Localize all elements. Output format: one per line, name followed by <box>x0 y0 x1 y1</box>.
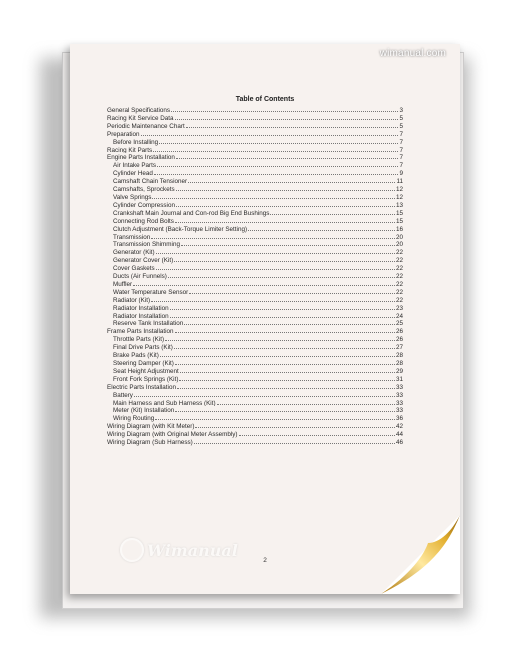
toc-entry <box>107 375 403 383</box>
toc-entry-page: 24 <box>395 312 403 320</box>
toc-leader-dots <box>180 367 395 373</box>
toc-entry <box>107 193 403 201</box>
toc-entry-label: Clutch Adjustment (Back-Torque Limiter Setting) <box>113 225 248 233</box>
toc-entry-page: 13 <box>395 201 403 209</box>
toc-entry-label: Camshaft Chain Tensioner <box>113 178 188 186</box>
toc-entry <box>107 264 403 272</box>
toc-entry-page: 33 <box>395 407 403 415</box>
toc-entry-page: 26 <box>395 336 403 344</box>
toc-leader-dots <box>195 422 395 428</box>
toc-entry <box>107 256 403 264</box>
toc-leader-dots <box>156 248 395 254</box>
toc-entry-label: Wiring Diagram (with Kit Meter) <box>107 423 195 431</box>
toc-entry-label: General Specifications <box>107 107 171 114</box>
toc-entry <box>107 233 403 241</box>
toc-entry-page: 20 <box>395 241 403 249</box>
toc-entry-label: Transmission <box>113 233 151 241</box>
table-of-contents <box>107 106 403 446</box>
toc-leader-dots <box>239 430 395 436</box>
toc-leader-dots <box>154 169 399 175</box>
toc-entry <box>107 438 403 446</box>
toc-entry-page: 36 <box>395 415 403 423</box>
toc-entry-page: 33 <box>395 399 403 407</box>
toc-leader-dots <box>160 351 395 357</box>
page-curl-icon <box>380 515 460 595</box>
toc-leader-dots <box>181 240 395 246</box>
toc-entry-label: Electric Parts Installation <box>107 383 176 391</box>
toc-entry <box>107 153 403 161</box>
toc-entry <box>107 414 403 422</box>
toc-entry-label: Meter (Kit) Installation <box>113 407 175 415</box>
toc-leader-dots <box>177 383 395 389</box>
toc-leader-dots <box>248 225 395 231</box>
toc-entry <box>107 130 403 138</box>
toc-entry-label: Wiring Diagram (Sub Harness) <box>107 439 193 446</box>
toc-entry-label: Crankshaft Main Journal and Con-rod Big End Bushings <box>113 209 270 217</box>
toc-entry <box>107 122 403 130</box>
toc-entry-label: Racing Kit Service Data <box>107 114 174 122</box>
toc-entry-page: 42 <box>395 423 403 431</box>
toc-entry-label: Wiring Routing <box>113 415 155 423</box>
toc-entry-page: 29 <box>395 367 403 375</box>
toc-entry-page: 27 <box>395 344 403 352</box>
toc-entry-label: Air Intake Parts <box>113 162 157 170</box>
toc-entry <box>107 169 403 177</box>
watermark-text: wimanual.com <box>379 48 446 59</box>
toc-entry <box>107 351 403 359</box>
toc-entry <box>107 406 403 414</box>
toc-entry <box>107 209 403 217</box>
toc-entry <box>107 161 403 169</box>
toc-entry-label: Racing Kit Parts <box>107 146 153 154</box>
toc-entry-page: 7 <box>399 146 403 154</box>
toc-leader-dots <box>186 122 399 128</box>
toc-entry-label: Engine Parts Installation <box>107 154 175 162</box>
toc-leader-dots <box>156 264 395 270</box>
toc-entry-label: Periodic Maintenance Chart <box>107 122 185 130</box>
toc-entry <box>107 201 403 209</box>
toc-leader-dots <box>141 130 399 136</box>
toc-entry-page: 33 <box>395 391 403 399</box>
toc-entry-label: Final Drive Parts (Kit) <box>113 344 173 352</box>
toc-entry-label: Cylinder Head <box>113 170 153 178</box>
toc-entry-page: 26 <box>395 328 403 336</box>
toc-entry <box>107 391 403 399</box>
toc-entry <box>107 399 403 407</box>
toc-leader-dots <box>175 217 395 223</box>
toc-leader-dots <box>175 327 395 333</box>
toc-entry-page: 22 <box>395 273 403 280</box>
toc-leader-dots <box>175 114 399 120</box>
toc-entry-page: 28 <box>395 352 403 359</box>
toc-entry-page: 12 <box>395 193 403 201</box>
toc-entry-page: 22 <box>395 249 403 257</box>
toc-leader-dots <box>188 177 395 183</box>
toc-entry <box>107 248 403 256</box>
toc-entry-label: Valve Springs <box>113 193 152 201</box>
toc-leader-dots <box>159 138 398 144</box>
toc-entry-page: 22 <box>395 288 403 296</box>
toc-entry-page: 25 <box>395 320 403 328</box>
toc-entry <box>107 430 403 438</box>
toc-leader-dots <box>157 161 398 167</box>
toc-entry-label: Frame Parts Installation <box>107 328 174 336</box>
toc-entry <box>107 335 403 343</box>
toc-leader-dots <box>189 288 395 294</box>
toc-entry-label: Generator Cover (Kit) <box>113 257 174 265</box>
toc-entry <box>107 185 403 193</box>
toc-entry-label: Ducts (Air Funnels) <box>113 273 167 280</box>
toc-entry-page: 5 <box>399 114 403 122</box>
toc-entry-page: 20 <box>395 233 403 241</box>
toc-entry-page: 44 <box>395 431 403 439</box>
toc-leader-dots <box>174 256 395 262</box>
toc-leader-dots <box>217 399 395 405</box>
toc-entry-label: Preparation <box>107 130 140 138</box>
toc-entry-label: Radiator Installation <box>113 304 169 312</box>
toc-entry <box>107 422 403 430</box>
toc-leader-dots <box>133 280 395 286</box>
toc-leader-dots <box>168 272 395 278</box>
toc-entry <box>107 312 403 320</box>
toc-entry-page: 22 <box>395 296 403 304</box>
document-page <box>70 44 460 594</box>
toc-entry-label: Seat Height Adjustment <box>113 367 179 375</box>
toc-entry-label: Connecting Rod Bolts <box>113 217 174 225</box>
toc-entry-page: 22 <box>395 280 403 288</box>
toc-entry-label: Throttle Parts (Kit) <box>113 336 165 344</box>
toc-leader-dots <box>176 153 399 159</box>
toc-entry <box>107 106 403 114</box>
toc-leader-dots <box>152 193 395 199</box>
toc-entry <box>107 225 403 233</box>
toc-leader-dots <box>155 414 395 420</box>
toc-leader-dots <box>194 438 395 444</box>
toc-entry <box>107 146 403 154</box>
toc-leader-dots <box>174 343 395 349</box>
toc-leader-dots <box>176 185 395 191</box>
logo-text: Wimanual <box>147 540 238 560</box>
toc-entry-label: Main Harness and Sub Harness (Kit) <box>113 399 216 407</box>
toc-entry-page: 28 <box>395 360 403 367</box>
toc-entry-label: Water Temperature Sensor <box>113 288 189 296</box>
toc-entry-page: 23 <box>395 304 403 312</box>
toc-entry <box>107 114 403 122</box>
toc-leader-dots <box>153 146 398 152</box>
toc-entry <box>107 296 403 304</box>
toc-entry-page: 15 <box>395 217 403 225</box>
page-number: 2 <box>263 557 267 564</box>
toc-entry-page: 12 <box>395 186 403 193</box>
toc-leader-dots <box>171 106 398 112</box>
toc-entry-label: Muffler <box>113 280 133 288</box>
toc-entry-page: 46 <box>395 439 403 446</box>
toc-entry <box>107 217 403 225</box>
toc-entry-page: 11 <box>396 178 403 186</box>
toc-leader-dots <box>170 304 395 310</box>
toc-entry <box>107 359 403 367</box>
toc-leader-dots <box>134 391 395 397</box>
toc-entry-page: 7 <box>399 162 403 170</box>
toc-leader-dots <box>176 201 395 207</box>
toc-entry-label: Battery <box>113 391 133 399</box>
toc-leader-dots <box>184 319 395 325</box>
toc-entry-label: Steering Damper (Kit) <box>113 360 174 367</box>
toc-entry <box>107 240 403 248</box>
toc-entry <box>107 272 403 280</box>
toc-entry-label: Wiring Diagram (with Original Meter Assembly) <box>107 431 238 439</box>
toc-leader-dots <box>151 296 395 302</box>
toc-entry-label: Reserve Tank Installation <box>113 320 184 328</box>
toc-entry-label: Radiator (Kit) <box>113 296 151 304</box>
toc-entry-label: Radiator Installation <box>113 312 169 320</box>
toc-entry-label: Before Installing <box>113 138 159 146</box>
toc-entry <box>107 319 403 327</box>
toc-entry-page: 31 <box>395 375 403 383</box>
toc-leader-dots <box>270 209 395 215</box>
toc-entry-page: 22 <box>395 257 403 265</box>
toc-entry-label: Camshafts, Sprockets <box>113 186 175 193</box>
toc-leader-dots <box>175 359 395 365</box>
toc-entry <box>107 383 403 391</box>
toc-entry-label: Cylinder Compression <box>113 201 175 209</box>
toc-entry <box>107 177 403 185</box>
toc-entry-label: Front Fork Springs (Kit) <box>113 375 179 383</box>
toc-leader-dots <box>165 335 395 341</box>
toc-entry <box>107 367 403 375</box>
toc-entry-page: 33 <box>395 383 403 391</box>
toc-entry <box>107 304 403 312</box>
toc-entry-page: 7 <box>399 138 403 146</box>
toc-entry-label: Brake Pads (Kit) <box>113 352 159 359</box>
toc-entry-page: 5 <box>399 122 403 130</box>
toc-entry-page: 3 <box>399 107 403 114</box>
toc-entry <box>107 343 403 351</box>
toc-entry <box>107 327 403 335</box>
toc-entry <box>107 288 403 296</box>
toc-entry-page: 22 <box>395 265 403 273</box>
toc-entry-page: 16 <box>395 225 403 233</box>
toc-entry <box>107 280 403 288</box>
toc-entry <box>107 138 403 146</box>
toc-entry-page: 9 <box>399 170 403 178</box>
toc-entry-page: 7 <box>399 130 403 138</box>
toc-leader-dots <box>170 312 395 318</box>
toc-leader-dots <box>151 233 395 239</box>
toc-title: Table of Contents <box>235 96 295 103</box>
toc-entry-label: Transmission Shimming <box>113 241 180 249</box>
toc-entry-label: Generator (Kit) <box>113 249 155 257</box>
toc-entry-label: Cover Gaskets <box>113 265 155 273</box>
toc-leader-dots <box>175 406 395 412</box>
toc-leader-dots <box>179 375 395 381</box>
toc-entry-page: 7 <box>399 154 403 162</box>
toc-entry-page: 15 <box>395 209 403 217</box>
